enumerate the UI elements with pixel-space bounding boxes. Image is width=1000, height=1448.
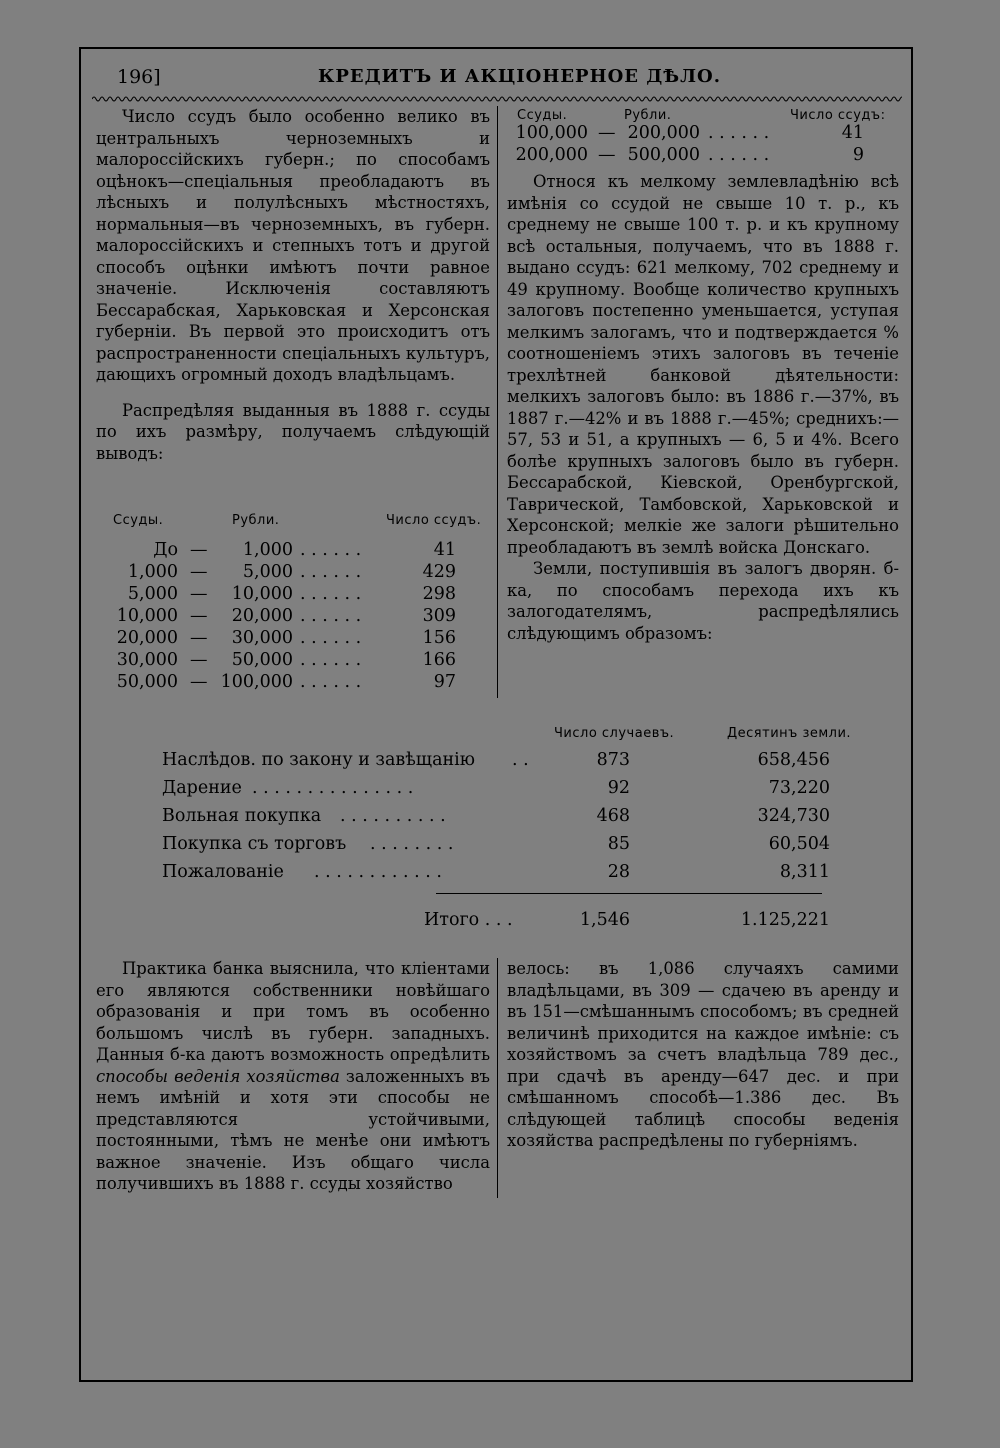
col-header-land: Десятинъ земли. [727, 726, 852, 741]
paragraph: велось: въ 1,086 случаяхъ самими владѣльцами, въ 309 — сдачею въ аренду и въ 151—смѣшаннымъ способомъ; въ средней величинѣ приходится на каждое имѣнiе: съ хозяйствомъ за счетъ владѣльца 789 дес., при сдачѣ въ аренду—647 дес. и при смѣшанномъ способѣ—1.386 дес. Въ слѣдующей таблицѣ способы веденiя хозяйства распредѣлены по губернiямъ. [507, 959, 899, 1150]
col-header-count: Число ссудъ: [790, 108, 886, 123]
loan-count: 97 [433, 672, 456, 692]
transfer-label: Дарение [162, 778, 242, 798]
loan-from: 20,000 [116, 628, 178, 648]
running-header: КРЕДИТЪ И АКЦIОНЕРНОЕ ДѢЛО. [318, 66, 721, 87]
total-dots: . . . [484, 910, 513, 930]
loan-dash: — [190, 628, 208, 648]
loan-to: 5,000 [242, 562, 293, 582]
loan-dots: . . . . . . [300, 672, 362, 692]
paragraph: Относя къ мелкому землевладѣнiю всѣ имѣнiя со ссудой не свыше 10 т. р., къ среднему не свыше 100 т. р. и къ крупному всѣ остальныя, получаемъ, что въ 1888 г. выдано ссудъ: 621 мелкому, 702 среднему и 49 крупному. Вообще количество крупныхъ залоговъ постепенно уменьшается, уступая мелкимъ залогамъ, что и подтверждается % соотношенiемъ этихъ залоговъ въ теченiе трехлѣтней банковой дѣятельности: мелкихъ залоговъ было: въ 1886 г.—37%, въ 1887 г.—42% и въ 1888 г.—45%; среднихъ:—57, 53 и 51, а крупныхъ — 6, 5 и 4%. Всего болѣе крупныхъ залоговъ было въ губерн. Бессарабской, Кiевской, Оренбургской, Таврической, Тамбовской, Харьковской и Херсонской; мелкiе же залоги рѣшительно преобладаютъ въ землѣ войска Донскаго. [507, 172, 899, 557]
left-column-top [96, 106, 490, 464]
transfer-land: 658,456 [757, 750, 830, 770]
loan-from: 10,000 [116, 606, 178, 626]
bottom-rule [79, 1380, 911, 1382]
loan-dash: — [598, 145, 616, 165]
loan-dash: — [598, 123, 616, 143]
transfer-dots: . . . . . . . . . . [340, 806, 446, 826]
loan-from: 50,000 [116, 672, 178, 692]
transfer-land: 73,220 [768, 778, 830, 798]
column-divider [497, 958, 498, 1198]
wavy-rule [92, 94, 902, 104]
transfer-cases: 468 [596, 806, 630, 826]
loan-count: 298 [422, 584, 456, 604]
loan-from: 30,000 [116, 650, 178, 670]
transfer-dots: . . . . . . . . . . . . [314, 862, 442, 882]
loan-to: 20,000 [231, 606, 293, 626]
transfer-dots: . . . . . . . . . . . . . . . [252, 778, 414, 798]
text-run: заложенныхъ въ немъ имѣнiй и хотя эти способы не представляются устойчивыми, постоянными, тѣмъ не менѣе они имѣютъ важное значенiе. Изъ общаго числа получившихъ въ 1888 г. ссуды хозяйство [96, 1066, 490, 1193]
loan-dash: — [190, 584, 208, 604]
loan-dots: . . . . . . [300, 562, 362, 582]
loan-from: До [153, 540, 178, 560]
loan-dots: . . . . . . [300, 584, 362, 604]
total-label-text: Итого [424, 910, 480, 930]
loan-count: 429 [422, 562, 456, 582]
total-land: 1.125,221 [740, 910, 830, 930]
loan-dots: . . . . . . [300, 606, 362, 626]
paragraph [96, 958, 490, 1195]
loan-dash: — [190, 650, 208, 670]
loan-to: 10,000 [231, 584, 293, 604]
loan-dash: — [190, 562, 208, 582]
loan-to: 200,000 [627, 123, 700, 143]
column-divider [497, 106, 498, 698]
emphasis: способы веденiя хозяйства [96, 1066, 340, 1086]
paragraph: Распредѣляя выданныя въ 1888 г. ссуды по ихъ размѣру, получаемъ слѣдующiй выводъ: [96, 400, 490, 463]
col-header-rubles: Рубли. [232, 513, 280, 528]
paragraph: Земли, поступившiя въ залогъ дворян. б-ка, по способамъ перехода ихъ къ залогодателямъ, распредѣлялись слѣдующимъ образомъ: [507, 559, 899, 643]
transfer-land: 8,311 [779, 862, 830, 882]
loan-to: 30,000 [231, 628, 293, 648]
transfer-label: Покупка съ торговъ [162, 834, 347, 854]
text-run: Практика банка выяснила, что клiентами его являются собственники новѣйшаго образованiя и при томъ въ особенно большомъ числѣ въ губерн. западныхъ. Данныя б-ка даютъ возможность опредѣлить [96, 959, 490, 1064]
loan-count: 166 [422, 650, 456, 670]
loan-from: 100,000 [515, 123, 588, 143]
paragraph: Число ссудъ было особенно велико въ центральныхъ черноземныхъ и малороссiйскихъ губерн.; по способамъ оцѣнокъ—спецiальныя преобладаютъ въ лѣсныхъ и полулѣсныхъ мѣстностяхъ, нормальныя—въ черноземныхъ, въ губерн. малороссiйскихъ и степныхъ тотъ и другой способъ оцѣнки имѣютъ почти равное значенiе. Исключенiя составляютъ Бессарабская, Харьковская и Херсонская губернiи. Въ первой это происходитъ отъ распространенности спецiальныхъ культуръ, дающихъ огромный доходъ владѣльцамъ. [96, 107, 490, 384]
transfer-label: Вольная покупка [162, 806, 322, 826]
loan-count: 41 [433, 540, 456, 560]
loan-from: 200,000 [515, 145, 588, 165]
loan-from: 5,000 [127, 584, 178, 604]
loan-dash: — [190, 606, 208, 626]
transfer-cases: 28 [607, 862, 630, 882]
loan-to: 500,000 [627, 145, 700, 165]
col-header-count: Число ссудъ. [386, 513, 482, 528]
transfer-cases: 85 [607, 834, 630, 854]
loan-count: 41 [841, 123, 864, 143]
transfer-cases: 92 [607, 778, 630, 798]
transfer-dots: . . [512, 750, 529, 770]
loan-from: 1,000 [127, 562, 178, 582]
loan-to: 1,000 [242, 540, 293, 560]
transfer-dots: . . . . . . . . [370, 834, 454, 854]
col-header-cases: Число случаевъ. [554, 726, 675, 741]
transfer-label: Пожалованiе [162, 862, 284, 882]
left-column-bottom [96, 958, 490, 1195]
total-rule [436, 893, 822, 894]
transfer-cases: 873 [596, 750, 630, 770]
total-cases: 1,546 [579, 910, 630, 930]
loan-to: 50,000 [231, 650, 293, 670]
page-number: 196] [117, 66, 161, 88]
right-column-top [507, 171, 899, 644]
col-header-loans: Ссуды. [517, 108, 568, 123]
loan-dots: . . . . . . [300, 540, 362, 560]
loan-count: 9 [852, 145, 864, 165]
transfer-land: 60,504 [768, 834, 830, 854]
loan-dots: . . . . . . [300, 650, 362, 670]
transfer-land: 324,730 [757, 806, 830, 826]
transfer-label: Наслѣдов. по закону и завѣщанiю [162, 750, 476, 770]
total-label [424, 906, 513, 934]
loan-dash: — [190, 540, 208, 560]
col-header-loans: Ссуды. [113, 513, 164, 528]
loan-dots: . . . . . . [708, 145, 770, 165]
loan-count: 309 [422, 606, 456, 626]
loan-dots: . . . . . . [708, 123, 770, 143]
col-header-rubles: Рубли. [624, 108, 672, 123]
loan-to: 100,000 [220, 672, 293, 692]
loan-dots: . . . . . . [300, 628, 362, 648]
loan-count: 156 [422, 628, 456, 648]
loan-dash: — [190, 672, 208, 692]
right-column-bottom [507, 958, 899, 1152]
